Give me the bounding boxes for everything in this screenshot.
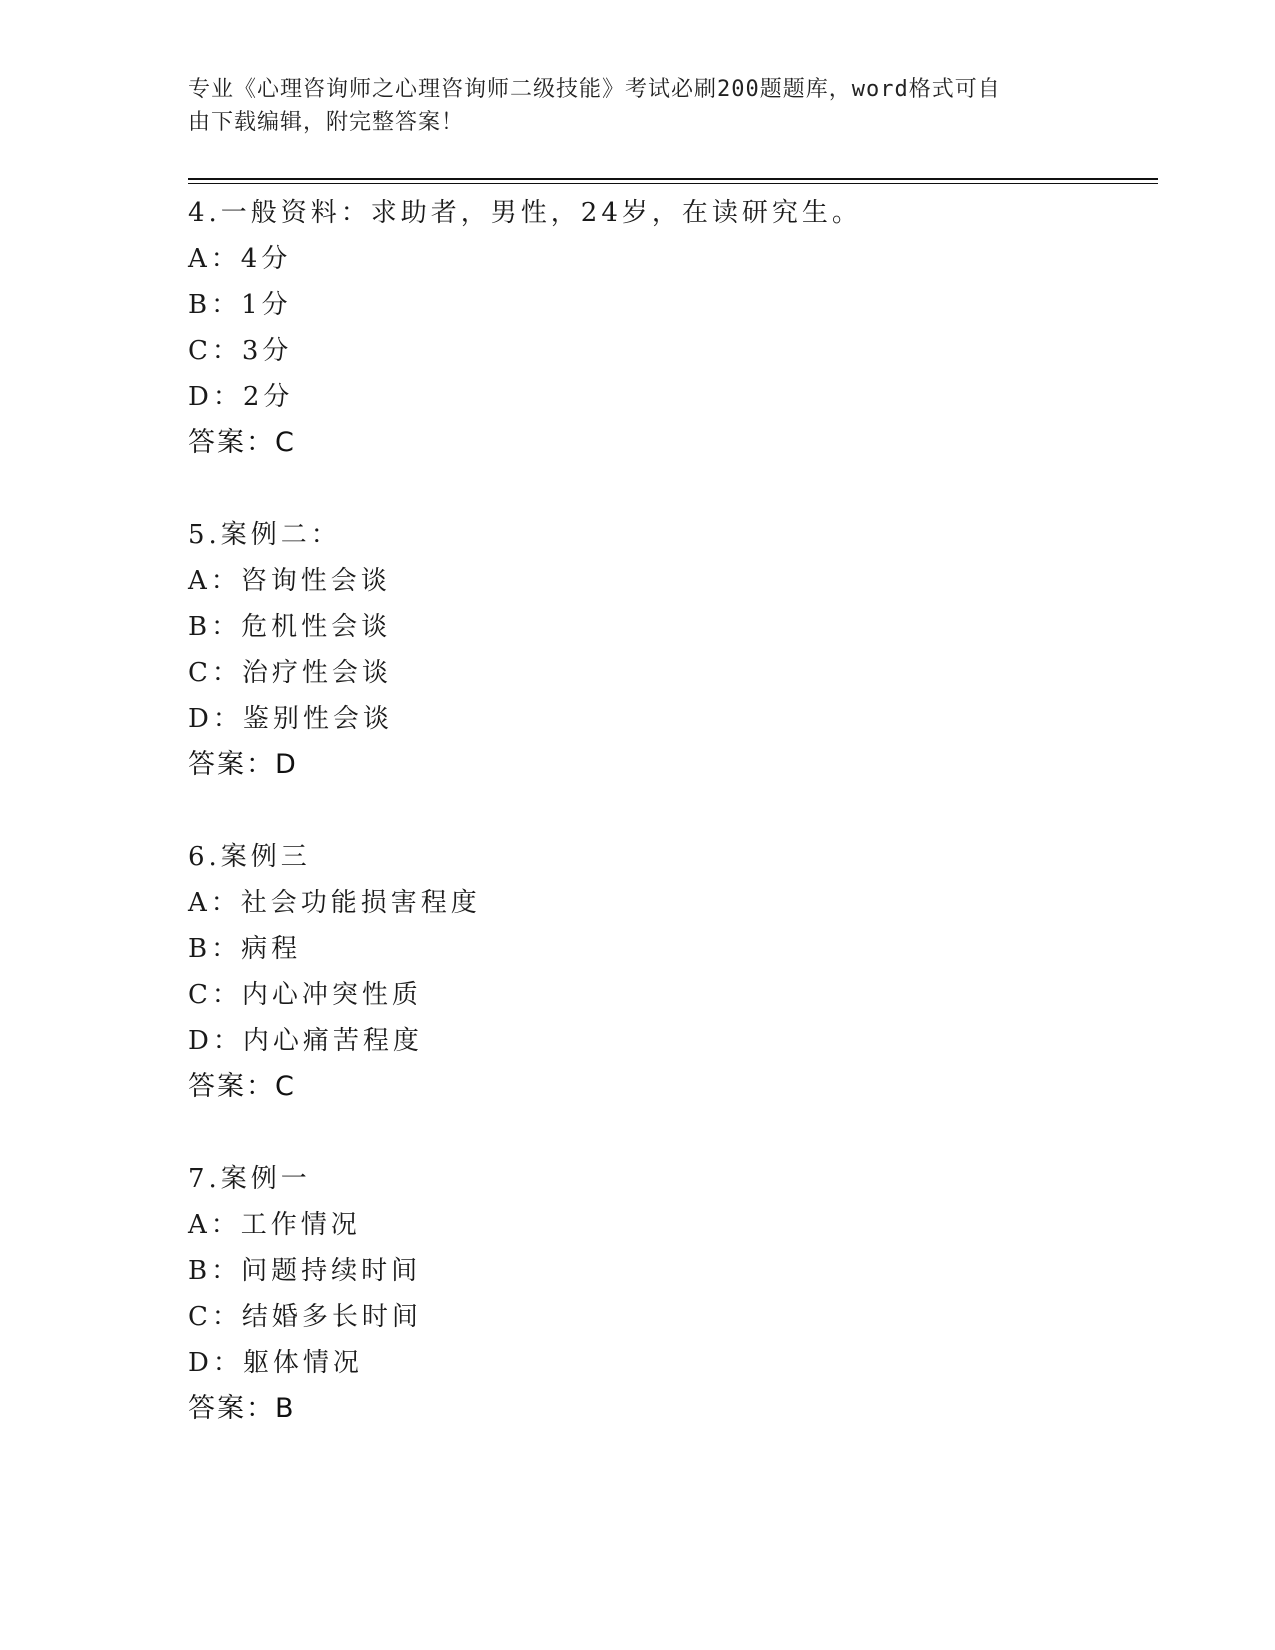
option-a: A：咨询性会谈 — [188, 566, 391, 596]
option-c: C：内心冲突性质 — [188, 980, 422, 1010]
option-d: D：内心痛苦程度 — [188, 1026, 423, 1056]
option-d: D：鉴别性会谈 — [188, 704, 393, 734]
answer-label: 答案：B — [188, 1393, 296, 1424]
answer-label: 答案：C — [188, 427, 296, 458]
option-b: B：危机性会谈 — [188, 612, 392, 642]
question-spacer — [188, 1110, 1148, 1156]
option-c: C：治疗性会谈 — [188, 658, 392, 688]
header-line-2: 由下载编辑，附完整答案！ — [188, 110, 465, 135]
option-b: B：1分 — [188, 290, 292, 320]
question-6 — [188, 834, 1148, 1156]
question-stem: 7.案例一 — [188, 1164, 311, 1194]
option-c: C：3分 — [188, 336, 293, 366]
option-a: A：工作情况 — [188, 1210, 361, 1240]
question-stem: 5.案例二： — [188, 520, 341, 550]
document-header — [188, 73, 1068, 139]
question-spacer — [188, 466, 1148, 512]
question-7 — [188, 1156, 1148, 1432]
answer-label: 答案：C — [188, 1071, 296, 1102]
option-a: A：4分 — [188, 244, 292, 274]
option-c: C：结婚多长时间 — [188, 1302, 422, 1332]
option-b: B：病程 — [188, 934, 302, 964]
answer-label: 答案：D — [188, 749, 298, 780]
question-list — [188, 190, 1148, 1432]
option-b: B：问题持续时间 — [188, 1256, 422, 1286]
header-line-1: 专业《心理咨询师之心理咨询师二级技能》考试必刷200题题库，word格式可自 — [188, 77, 1001, 102]
header-divider-thin — [188, 183, 1158, 184]
question-spacer — [188, 788, 1148, 834]
header-divider-thick — [188, 178, 1158, 180]
option-d: D：躯体情况 — [188, 1348, 363, 1378]
option-d: D：2分 — [188, 382, 294, 412]
question-5 — [188, 512, 1148, 834]
option-a: A：社会功能损害程度 — [188, 888, 481, 918]
question-4 — [188, 190, 1148, 512]
question-stem: 4.一般资料：求助者，男性，24岁，在读研究生。 — [188, 198, 862, 228]
question-stem: 6.案例三 — [188, 842, 311, 872]
